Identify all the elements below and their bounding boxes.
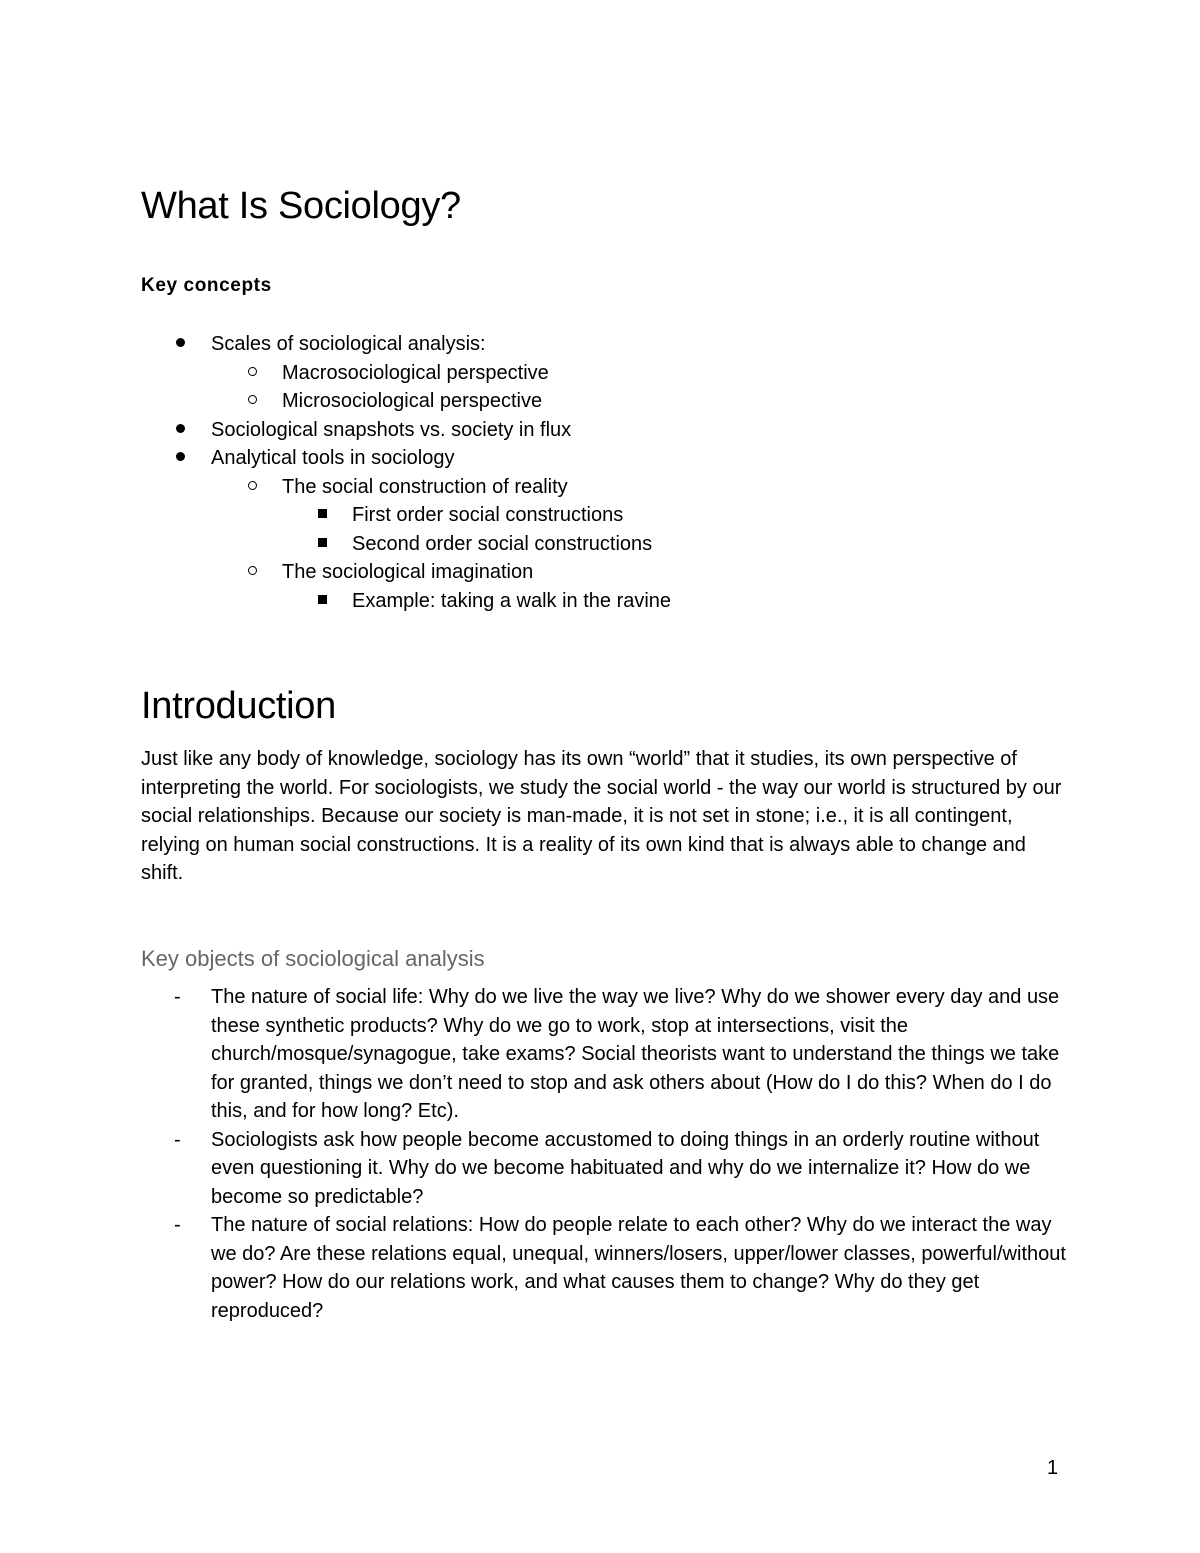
key-objects-item (0, 1211, 1071, 1325)
page-title: What Is Sociology? (141, 185, 461, 227)
key-objects-item (0, 983, 1071, 1126)
hollow-bullet-icon (248, 473, 257, 502)
key-concepts-outline (0, 330, 671, 615)
outline-item-text: First order social constructions (352, 504, 624, 526)
key-objects-item (0, 1126, 1071, 1212)
outline-item (0, 587, 671, 616)
outline-item-text: Example: taking a walk in the ravine (352, 589, 672, 612)
hollow-bullet-icon (248, 558, 257, 587)
page-number: 1 (1047, 1457, 1059, 1479)
filled-bullet-icon (176, 330, 185, 359)
key-objects-list (0, 983, 1071, 1325)
outline-item (0, 558, 671, 587)
key-objects-heading: Key objects of sociological analysis (141, 946, 485, 971)
square-bullet-icon (318, 587, 327, 616)
introduction-paragraph: Just like any body of knowledge, sociology has its own “world” that it studies, its own perspective of interpreting the world. For sociologists, we study the social world - the way our world is structured by our social relationships. Because our society is man-made, it is not set in stone; i.e., it is all contingent, relying on human social constructions. It is a reality of its own kind that is always able to change and shift. (141, 748, 1062, 884)
square-bullet-icon (318, 530, 327, 559)
outline-item (0, 416, 671, 445)
outline-item (0, 359, 671, 388)
hollow-bullet-icon (248, 359, 257, 388)
filled-bullet-icon (176, 416, 185, 445)
outline-item (0, 530, 671, 559)
key-concepts-label: Key concepts (141, 275, 272, 296)
key-objects-item-text: The nature of social relations: How do people relate to each other? Why do we interact the way we do? Are these relations equal, unequal, winners/losers, upper/lower classes, powerful/without power? How do our relations work, and what causes them to change? Why do they get reproduced? (211, 1214, 1066, 1322)
dash-marker: - (174, 986, 181, 1008)
hollow-bullet-icon (248, 387, 257, 416)
outline-item-text: The social construction of reality (282, 475, 568, 498)
outline-item-text: Analytical tools in sociology (211, 447, 455, 469)
square-bullet-icon (318, 501, 327, 530)
outline-item (0, 473, 671, 502)
key-objects-item-text: Sociologists ask how people become accustomed to doing things in an orderly routine without even questioning it. Why do we become habituated and why do we internalize it? How do we become so predictable? (211, 1128, 1040, 1208)
key-objects-item-text: The nature of social life: Why do we live the way we live? Why do we shower every day and use these synthetic products? Why do we go to work, stop at intersections, visit the church/mosque/synagogue, take exams? Social theorists want to understand the things we take for granted, things we don’t need to stop and ask others about (How do I do this? When do I do this, and for how long? Etc). (211, 986, 1060, 1122)
outline-item-text: Microsociological perspective (282, 390, 543, 412)
outline-item-text: The sociological imagination (282, 561, 534, 583)
outline-item (0, 501, 671, 530)
introduction-heading: Introduction (141, 685, 336, 727)
dash-marker: - (174, 1128, 181, 1151)
filled-bullet-icon (176, 444, 185, 473)
outline-item-text: Sociological snapshots vs. society in flux (211, 418, 572, 441)
outline-item-text: Macrosociological perspective (282, 361, 549, 384)
outline-item (0, 444, 671, 473)
outline-item (0, 387, 671, 416)
dash-marker: - (174, 1214, 181, 1236)
outline-item-text: Second order social constructions (352, 532, 653, 555)
outline-item-text: Scales of sociological analysis: (211, 333, 486, 355)
outline-item (0, 330, 671, 359)
